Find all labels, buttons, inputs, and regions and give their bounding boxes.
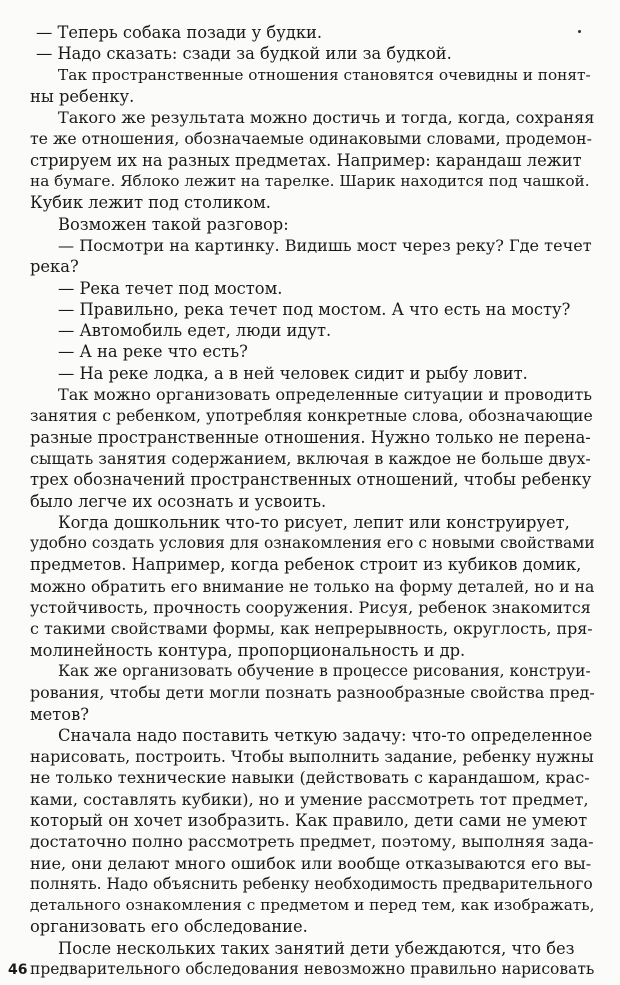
text-line: нарисовать, построить. Чтобы выполнить задание, ребенку нужны [30, 747, 594, 767]
text-line: полнять. Надо объяснить ребенку необходимость предварительного [30, 874, 593, 893]
text-line: молинейность контура, пропорциональность и др. [30, 640, 466, 660]
text-line: можно обратить его внимание не только на форму деталей, но и на [30, 576, 595, 596]
text-line: устойчивость, прочность сооружения. Рисуя, ребенок знакомится [30, 598, 591, 618]
text-line: — Теперь собака позади у будки. [36, 23, 323, 42]
text-line: — На реке лодка, а в ней человек сидит и рыбу ловит. [58, 363, 528, 383]
text-line: Так можно организовать определенные ситуации и проводить [58, 385, 592, 405]
text-line: Так пространственные отношения становятся очевидны и понят- [58, 65, 591, 84]
text-line: разные пространственные отношения. Нужно только не перена- [30, 427, 591, 447]
text-line: стрируем их на разных предметах. Например: карандаш лежит [30, 150, 582, 170]
text-line: Возможен такой разговор: [58, 214, 289, 234]
text-line: Когда дошкольник что-то рисует, лепит или конструирует, [58, 512, 570, 532]
text-line: занятия с ребенком, употребляя конкретные слова, обозначающие [30, 406, 593, 426]
text-line: с такими свойствами формы, как непрерывность, округлость, пря- [30, 619, 593, 639]
text-line: река? [30, 257, 79, 277]
text-line: организовать его обследование. [30, 917, 308, 937]
text-line: — А на реке что есть? [58, 342, 248, 362]
text-line: ками, составлять кубики), но и умение рассмотреть тот предмет, [30, 789, 589, 809]
text-line: который он хочет изобразить. Как правило, дети сами не умеют [30, 810, 588, 830]
text-line: предварительного обследования невозможно правильно нарисовать [30, 960, 595, 979]
text-line: рования, чтобы дети могли познать разнообразные свойства пред- [30, 683, 595, 703]
text-line: на бумаге. Яблоко лежит на тарелке. Шарик находится под чашкой. [30, 172, 590, 191]
text-line: Сначала надо поставить четкую задачу: что-то определенное [58, 725, 593, 745]
text-line: удобно создать условия для ознакомления его с новыми свойствами [30, 534, 595, 553]
text-line: не только технические навыки (действовать с карандашом, крас- [30, 768, 590, 788]
page-number: 46 [8, 962, 28, 978]
text-line: достаточно полно рассмотреть предмет, поэтому, выполняя зада- [30, 832, 594, 852]
text-line: После нескольких таких занятий дети убеждаются, что без [58, 938, 575, 958]
body-text [30, 22, 595, 980]
text-line: — Река течет под мостом. [58, 278, 283, 298]
text-line: — Правильно, река течет под мостом. А что есть на мосту? [58, 299, 571, 319]
text-line: трех обозначений пространственных отношений, чтобы ребенку [30, 470, 592, 490]
text-line: — Надо сказать: сзади за будкой или за будкой. [36, 44, 452, 64]
text-line: — Автомобиль едет, люди идут. [58, 321, 332, 341]
text-line: детального ознакомления с предметом и перед тем, как изображать, [30, 896, 595, 915]
text-line: — Посмотри на картинку. Видишь мост через реку? Где течет [58, 235, 592, 255]
text-line: Такого же результата можно достичь и тогда, когда, сохраняя [58, 108, 595, 128]
text-line: Как же организовать обучение в процессе рисования, конструи- [58, 661, 591, 680]
text-line: ние, они делают много ошибок или вообще отказываются его вы- [30, 853, 592, 873]
text-line: было легче их осознать и усвоить. [30, 491, 327, 511]
text-line: те же отношения, обозначаемые одинаковыми словами, продемон- [30, 129, 592, 149]
text-line: ны ребенку. [30, 86, 135, 106]
text-line: Кубик лежит под столиком. [30, 193, 271, 213]
text-line: сыщать занятия содержанием, включая в каждое не больше двух- [30, 448, 591, 468]
text-line: метов? [30, 704, 90, 724]
text-line: предметов. Например, когда ребенок строит из кубиков домик, [30, 555, 582, 575]
